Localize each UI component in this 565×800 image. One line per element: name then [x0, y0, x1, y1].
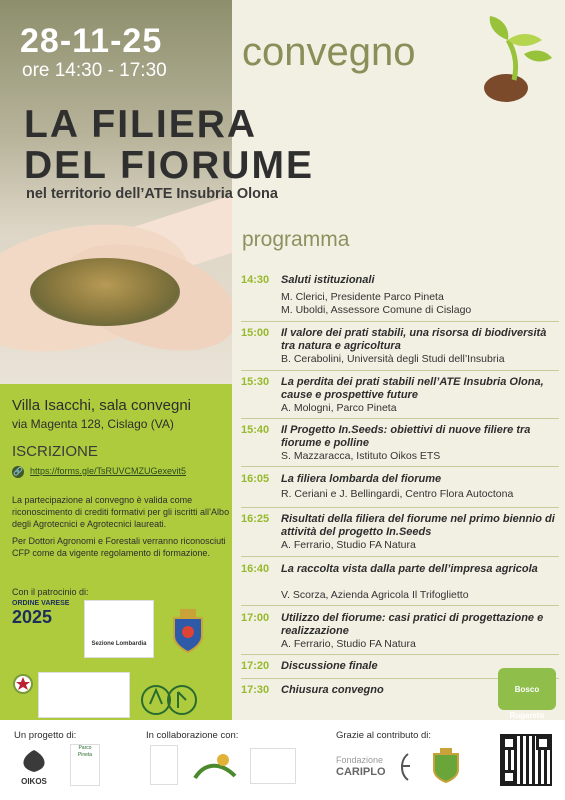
item-speaker: V. Scorza, Azienda Agricola Il Trifoglietto: [281, 589, 469, 601]
divider: [241, 370, 559, 371]
municipal-crest-icon: [168, 606, 208, 654]
item-title: Utilizzo del fiorume: casi pratici di progettazione e realizzazione: [281, 612, 544, 637]
divider: [241, 418, 559, 419]
item-time: 15:30: [241, 376, 270, 388]
item-speaker: M. Uboldi, Assessore Comune di Cislago: [281, 304, 472, 316]
parco-del-dughelo-logo: [193, 748, 237, 784]
item-time: 15:00: [241, 327, 270, 339]
item-speaker: A. Ferrario, Studio FA Natura: [281, 638, 416, 650]
divider: [241, 321, 559, 322]
divider: [241, 466, 559, 467]
cariplo-mark-icon: [398, 752, 412, 782]
item-title: Discussione finale: [281, 660, 378, 672]
sprout-icon: [484, 14, 554, 104]
item-title: La perdita dei prati stabili nell’ATE Insubria Olona, cause e prospettive future: [281, 376, 544, 401]
item-time: 16:40: [241, 563, 270, 575]
item-speaker: S. Mazzaracca, Istituto Oikos ETS: [281, 450, 441, 462]
registration-link[interactable]: https://forms.gle/TsRUVCMZUGexevit5: [30, 466, 187, 476]
item-title: La raccolta vista dalla parte dell’impresa agricola: [281, 563, 538, 575]
item-time: 16:05: [241, 473, 270, 485]
title-line-2: DEL FIORUME: [24, 144, 314, 187]
credits-note-agrotecnici: La partecipazione al convegno è valida come riconoscimento di crediti formativi per gli iscritti all’Albo degli Agrotecnici e Agrotecnici laureati.: [12, 495, 230, 529]
item-title: Il Progetto In.Seeds: obiettivi di nuove filiere tra fiorume e polline: [281, 424, 531, 449]
venue-address: via Magenta 128, Cislago (VA): [12, 417, 174, 431]
title-line-1: LA FILIERA: [24, 103, 258, 146]
collegio-agrotecnici-logo: [138, 672, 200, 718]
oikos-logo: OIKOS: [14, 748, 54, 786]
registration-heading: ISCRIZIONE: [12, 443, 98, 460]
aiin-logo: Sezione Lombardia: [84, 600, 154, 658]
link-icon: 🔗: [13, 467, 23, 476]
patronage-label: Con il patrocinio di:: [12, 587, 89, 597]
cislago-crest-icon: [430, 746, 462, 784]
cariplo-label: CARIPLO: [336, 766, 386, 778]
divider: [241, 605, 559, 606]
item-title: Il valore dei prati stabili, una risorsa di biodiversità tra natura e agricoltura: [281, 327, 547, 352]
contribution-label: Grazie al contributo di:: [336, 730, 432, 741]
item-time: 17:00: [241, 612, 270, 624]
item-speaker: R. Ceriani e J. Bellingardi, Centro Flora Autoctona: [281, 488, 514, 500]
item-title: La filiera lombarda del fiorume: [281, 473, 442, 485]
item-title: Risultati della filiera del fiorume nel primo biennio di attività del progetto In.Seeds: [281, 513, 555, 538]
bosco-rugareto-logo: Bosco Rugareto: [498, 668, 556, 710]
fondazione-label: Fondazione: [336, 755, 384, 765]
event-type: convegno: [242, 30, 416, 74]
item-time: 14:30: [241, 274, 270, 286]
event-date: 28-11-25: [20, 22, 163, 60]
project-by-label: Un progetto di:: [14, 730, 77, 741]
parco-pineta-logo: Parco Pineta: [70, 744, 100, 786]
republic-emblem-icon: [12, 672, 34, 698]
item-speaker: B. Cerabolini, Università degli Studi dell’Insubria: [281, 353, 505, 365]
item-title: Chiusura convegno: [281, 684, 384, 696]
ordine-agronomi-logo: [38, 672, 130, 718]
item-time: 16:25: [241, 513, 270, 525]
event-subtitle: nel territorio dell’ATE Insubria Olona: [26, 186, 278, 202]
item-time: 17:30: [241, 684, 270, 696]
ordine-varese-logo: ORDINE VARESE 2025: [12, 600, 70, 627]
item-speaker: A. Mologni, Parco Pineta: [281, 402, 397, 414]
item-title: Saluti istituzionali: [281, 274, 375, 286]
collab-logo-1: [150, 745, 178, 785]
venue-name: Villa Isacchi, sala convegni: [12, 397, 191, 414]
centro-flora-autoctona-logo: [250, 748, 296, 784]
item-time: 17:20: [241, 660, 270, 672]
item-speaker: A. Ferrario, Studio FA Natura: [281, 539, 416, 551]
divider: [241, 654, 559, 655]
program-heading: programma: [242, 228, 350, 251]
item-time: 15:40: [241, 424, 270, 436]
divider: [241, 507, 559, 508]
event-time: ore 14:30 - 17:30: [22, 60, 167, 81]
collaboration-label: In collaborazione con:: [146, 730, 239, 741]
credits-note-agronomi: Per Dottori Agronomi e Forestali verranno riconosciuti CFP come da vigente regolamento di formazione.: [12, 536, 226, 558]
divider: [241, 556, 559, 557]
qr-code[interactable]: [500, 734, 552, 786]
item-speaker: M. Clerici, Presidente Parco Pineta: [281, 291, 444, 303]
